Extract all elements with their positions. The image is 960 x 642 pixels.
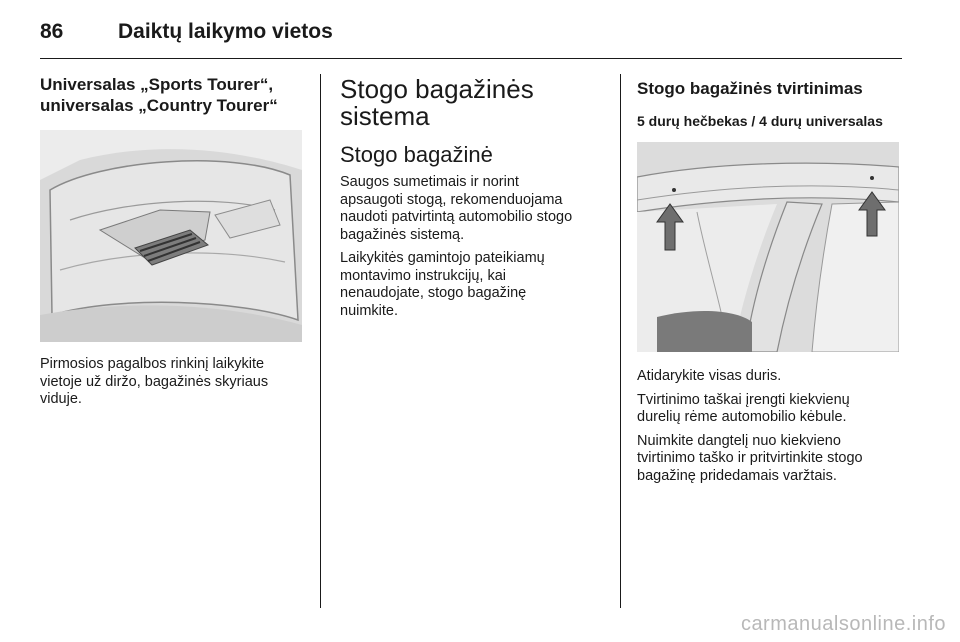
header-rule: [40, 58, 902, 59]
section-subtitle: Stogo bagažinė: [340, 142, 493, 167]
page-header: [40, 14, 902, 54]
paragraph-open-doors: Atidarykite visas duris.: [637, 368, 782, 384]
column-roof-rack: [340, 74, 602, 320]
door-frame-illustration: [637, 142, 899, 352]
watermark: carmanualsonline.info: [740, 613, 946, 635]
paragraph-mounting-points: Tvirtinimo taškai įrengti kiekvienų durelių rėme automobilio kėbule.: [637, 391, 850, 425]
paragraph-safety: Saugos sumetimais ir norint apsaugoti stogą, rekomenduojama naudoti patvirtintą automobilio stogo bagažinės sistemą.: [340, 174, 573, 243]
mounting-points-figure: [637, 142, 899, 352]
page-title: Daiktų laikymo vietos: [118, 20, 333, 43]
section-subheading: 5 durų hečbekas / 4 durų universalas: [637, 113, 883, 129]
column-first-aid: [40, 74, 305, 409]
section-heading: Stogo bagažinės tvirtinimas: [637, 79, 863, 98]
paragraph-instructions: Laikykitės gamintojo pateikiamų montavimo instrukcijų, kai nenaudojate, stogo bagažinę nuimkite.: [340, 250, 545, 319]
trunk-illustration: [40, 130, 302, 342]
page-number: 86: [40, 20, 64, 43]
column-divider: [620, 74, 621, 608]
first-aid-caption: Pirmosios pagalbos rinkinį laikykite vietoje už diržo, bagažinės skyriaus viduje.: [40, 356, 269, 407]
column-roof-rack-mounting: [637, 74, 902, 485]
column-divider: [320, 74, 321, 608]
paragraph-remove-caps: Nuimkite dangtelį nuo kiekvieno tvirtinimo taško ir pritvirtinkite stogo bagažinę pridedamais varžtais.: [637, 432, 863, 484]
section-heading: Universalas „Sports Tourer“, universalas „Country Tourer“: [40, 75, 278, 115]
section-title: Stogo bagažinės sistema: [340, 74, 534, 131]
first-aid-kit-figure: [40, 130, 302, 342]
